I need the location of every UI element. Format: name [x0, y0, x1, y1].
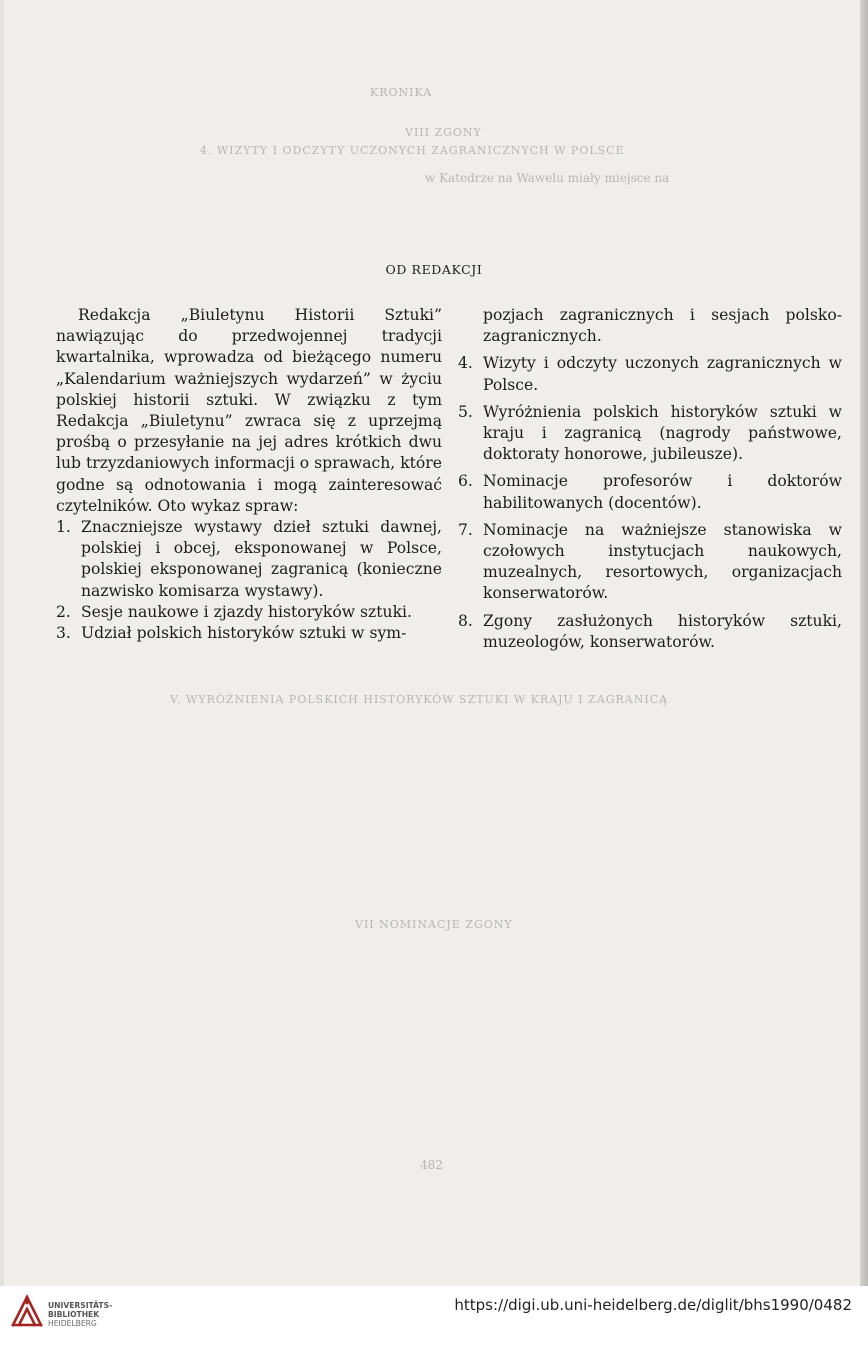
list-item [458, 353, 842, 395]
list-item [56, 623, 442, 644]
intro-paragraph: Redakcja „Biuletynu Historii Sztuki” nawiązując do przedwojennej tradycji kwartalnika, wprowadza od bieżącego numeru „Kalendarium ważniejszych wydarzeń” w życiu polskiej historii sztuki. W związku z tym Redakcja „Biuletynu” zwraca się z uprzejmą prośbą o przesyłanie na jej adres krótkich dwu lub trzyzdaniowych informacji o sprawach, które godne są odnotowania i mogą zainteresować czytelników. Oto wykaz spraw: [56, 306, 442, 515]
right-column [458, 305, 842, 659]
list-item-number: 8. [458, 611, 473, 630]
left-column [56, 305, 442, 644]
list-item [458, 611, 842, 653]
list-item [56, 517, 442, 602]
matters-list-left [56, 517, 442, 644]
bleed-chronicle-sub: VIII ZGONY [405, 126, 482, 139]
bleed-lower-header: V. WYRÓŻNIENIA POLSKICH HISTORYKÓW SZTUKI W KRAJU I ZAGRANICĄ [170, 693, 669, 706]
list-item-text: Wizyty i odczyty uczonych zagranicznych w Polsce. [483, 354, 842, 394]
list-item-number: 3. [56, 624, 71, 643]
page-right-edge [860, 0, 868, 1286]
list-item-text: Znaczniejsze wystawy dzieł sztuki dawnej, polskiej i obcej, eksponowanej w Polsce, polskiej eksponowanej zagranicą (konieczne nazwisko komisarza wystawy). [81, 518, 442, 600]
library-name-line3: HEIDELBERG [48, 1319, 97, 1328]
list-item-text: Zgony zasłużonych historyków sztuki, muzeologów, konserwatorów. [483, 611, 842, 651]
list-item [458, 520, 842, 605]
bleed-line-left: w Katedrze na Wawelu miały miejsce na [425, 171, 670, 185]
list-item-number: 1. [56, 518, 71, 537]
list-item-text: Nominacje profesorów i doktorów habilitowanych (docentów). [483, 472, 842, 512]
list-item-number: 4. [458, 354, 473, 373]
matters-list-right [458, 305, 842, 653]
list-item-text: Udział polskich historyków sztuki w sym- [81, 624, 407, 643]
list-item-continuation [458, 305, 842, 347]
list-item-text: Wyróżnienia polskich historyków sztuki w kraju i zagranicą (nagrody państwowe, doktoraty honorowe, jubileusze). [483, 402, 842, 464]
editorial-heading: OD REDAKCJI [385, 262, 483, 277]
list-item [56, 602, 442, 623]
list-item-number: 6. [458, 472, 473, 491]
viewer-footer [0, 1286, 868, 1348]
list-item-text: Nominacje na ważniejsze stanowiska w czołowych instytucjach naukowych, muzealnych, resortowych, organizacjach konserwatorów. [483, 520, 842, 603]
list-item-number: 2. [56, 602, 71, 621]
bleed-section-header: 4. WIZYTY I ODCZYTY UCZONYCH ZAGRANICZNYCH W POLSCE [200, 144, 625, 157]
permalink-url[interactable]: https://digi.ub.uni-heidelberg.de/diglit/bhs1990/0482 [454, 1296, 852, 1314]
bleed-lower-header-2: VII NOMINACJE ZGONY [355, 918, 513, 931]
bleed-chronicle-title: KRONIKA [370, 86, 433, 99]
library-name-line2: BIBLIOTHEK [48, 1310, 100, 1319]
list-item-text: Sesje naukowe i zjazdy historyków sztuki. [81, 602, 412, 621]
list-item-number: 5. [458, 402, 473, 421]
list-item-number: 7. [458, 520, 473, 539]
list-item [458, 471, 842, 513]
page-left-edge [0, 0, 4, 1286]
bleed-page-number: 482 [420, 1158, 443, 1172]
list-item [458, 402, 842, 466]
library-name-line1: UNIVERSITÄTS- [48, 1301, 113, 1310]
library-name[interactable] [48, 1301, 112, 1328]
list-item-text: pozjach zagranicznych i sesjach polsko-zagranicznych. [483, 306, 842, 346]
university-library-logo-icon[interactable] [10, 1294, 44, 1328]
